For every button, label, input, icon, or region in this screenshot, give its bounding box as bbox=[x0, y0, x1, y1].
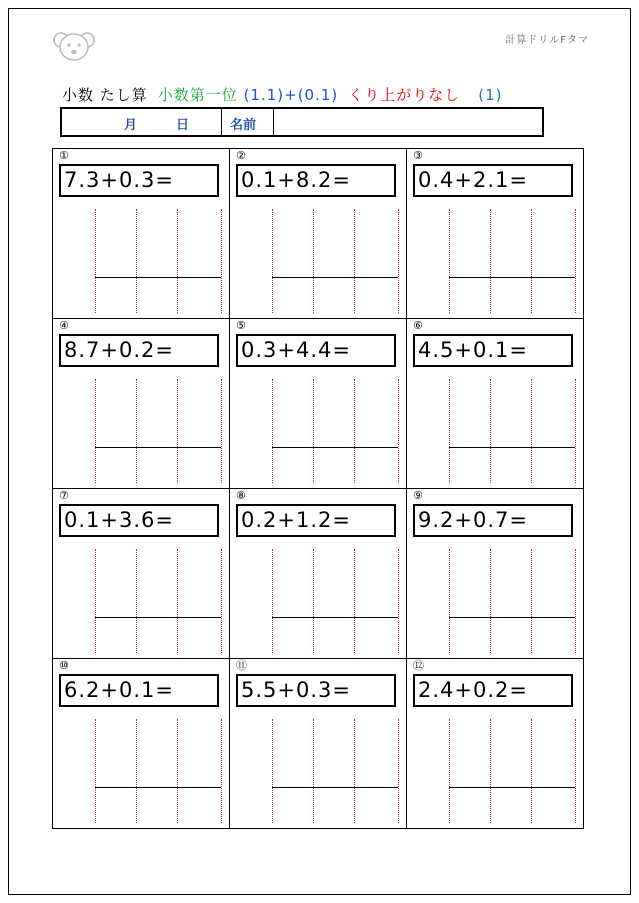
page-title bbox=[62, 84, 503, 105]
problem-expression: 0.1+8.2= bbox=[236, 164, 396, 197]
answer-area[interactable] bbox=[95, 719, 221, 823]
column-guide bbox=[221, 209, 222, 313]
title-carry-note: くり上がりなし bbox=[348, 86, 461, 104]
answer-area[interactable] bbox=[449, 719, 575, 823]
problem-cell bbox=[230, 659, 407, 828]
problem-cell bbox=[230, 319, 407, 489]
problem-expression: 5.5+0.3= bbox=[236, 674, 396, 707]
answer-area[interactable] bbox=[272, 719, 398, 823]
problem-cell bbox=[53, 319, 230, 489]
problem-expression: 0.3+4.4= bbox=[236, 334, 396, 367]
column-guide bbox=[221, 719, 222, 823]
problem-cell bbox=[407, 149, 583, 319]
column-guide bbox=[398, 209, 399, 313]
date-field[interactable] bbox=[62, 109, 222, 135]
problem-expression: 4.5+0.1= bbox=[413, 334, 573, 367]
name-label-cell bbox=[222, 109, 274, 135]
problem-expression: 9.2+0.7= bbox=[413, 504, 573, 537]
name-field[interactable] bbox=[274, 109, 542, 135]
problem-number: ⑪ bbox=[236, 659, 247, 672]
title-sheet-number: (1) bbox=[478, 86, 503, 104]
problem-expression: 2.4+0.2= bbox=[413, 674, 573, 707]
column-guide bbox=[221, 549, 222, 653]
title-level: 小数第一位 bbox=[157, 86, 238, 104]
name-label: 名前 bbox=[230, 118, 257, 133]
column-guide bbox=[575, 719, 576, 823]
answer-area[interactable] bbox=[272, 209, 398, 313]
problem-number: ⑫ bbox=[413, 659, 424, 672]
problem-number: ④ bbox=[59, 319, 69, 332]
problem-number: ⑤ bbox=[236, 319, 246, 332]
name-date-box bbox=[60, 107, 544, 137]
answer-area[interactable] bbox=[95, 379, 221, 483]
problem-number: ② bbox=[236, 149, 246, 162]
column-guide bbox=[221, 379, 222, 483]
answer-area[interactable] bbox=[272, 549, 398, 653]
problem-number: ⑨ bbox=[413, 489, 423, 502]
problem-cell bbox=[53, 149, 230, 319]
month-label: 月 bbox=[124, 118, 138, 133]
problem-expression: 8.7+0.2= bbox=[59, 334, 219, 367]
column-guide bbox=[575, 209, 576, 313]
problem-number: ⑥ bbox=[413, 319, 423, 332]
problem-cell bbox=[407, 659, 583, 828]
bear-logo-icon bbox=[52, 30, 96, 62]
column-guide bbox=[398, 379, 399, 483]
problem-cell bbox=[407, 489, 583, 659]
problem-cell bbox=[407, 319, 583, 489]
column-guide bbox=[575, 549, 576, 653]
column-guide bbox=[575, 379, 576, 483]
problem-grid bbox=[52, 148, 584, 829]
answer-area[interactable] bbox=[95, 209, 221, 313]
problem-cell bbox=[230, 489, 407, 659]
problem-expression: 0.2+1.2= bbox=[236, 504, 396, 537]
column-guide bbox=[398, 549, 399, 653]
problem-cell bbox=[230, 149, 407, 319]
answer-area[interactable] bbox=[272, 379, 398, 483]
problem-number: ① bbox=[59, 149, 69, 162]
problem-cell bbox=[53, 489, 230, 659]
answer-area[interactable] bbox=[449, 209, 575, 313]
problem-cell bbox=[53, 659, 230, 828]
title-pattern: (1.1)+(0.1) bbox=[243, 86, 339, 104]
problem-number: ⑩ bbox=[59, 659, 69, 672]
answer-area[interactable] bbox=[95, 549, 221, 653]
column-guide bbox=[398, 719, 399, 823]
problem-expression: 6.2+0.1= bbox=[59, 674, 219, 707]
problem-number: ⑦ bbox=[59, 489, 69, 502]
title-topic: 小数 たし算 bbox=[62, 86, 148, 104]
problem-number: ⑧ bbox=[236, 489, 246, 502]
problem-expression: 0.4+2.1= bbox=[413, 164, 573, 197]
answer-area[interactable] bbox=[449, 549, 575, 653]
problem-number: ③ bbox=[413, 149, 423, 162]
problem-expression: 0.1+3.6= bbox=[59, 504, 219, 537]
problem-expression: 7.3+0.3= bbox=[59, 164, 219, 197]
day-label: 日 bbox=[176, 118, 190, 133]
brand-label: 計算ドリルFタマ bbox=[505, 35, 589, 46]
answer-area[interactable] bbox=[449, 379, 575, 483]
